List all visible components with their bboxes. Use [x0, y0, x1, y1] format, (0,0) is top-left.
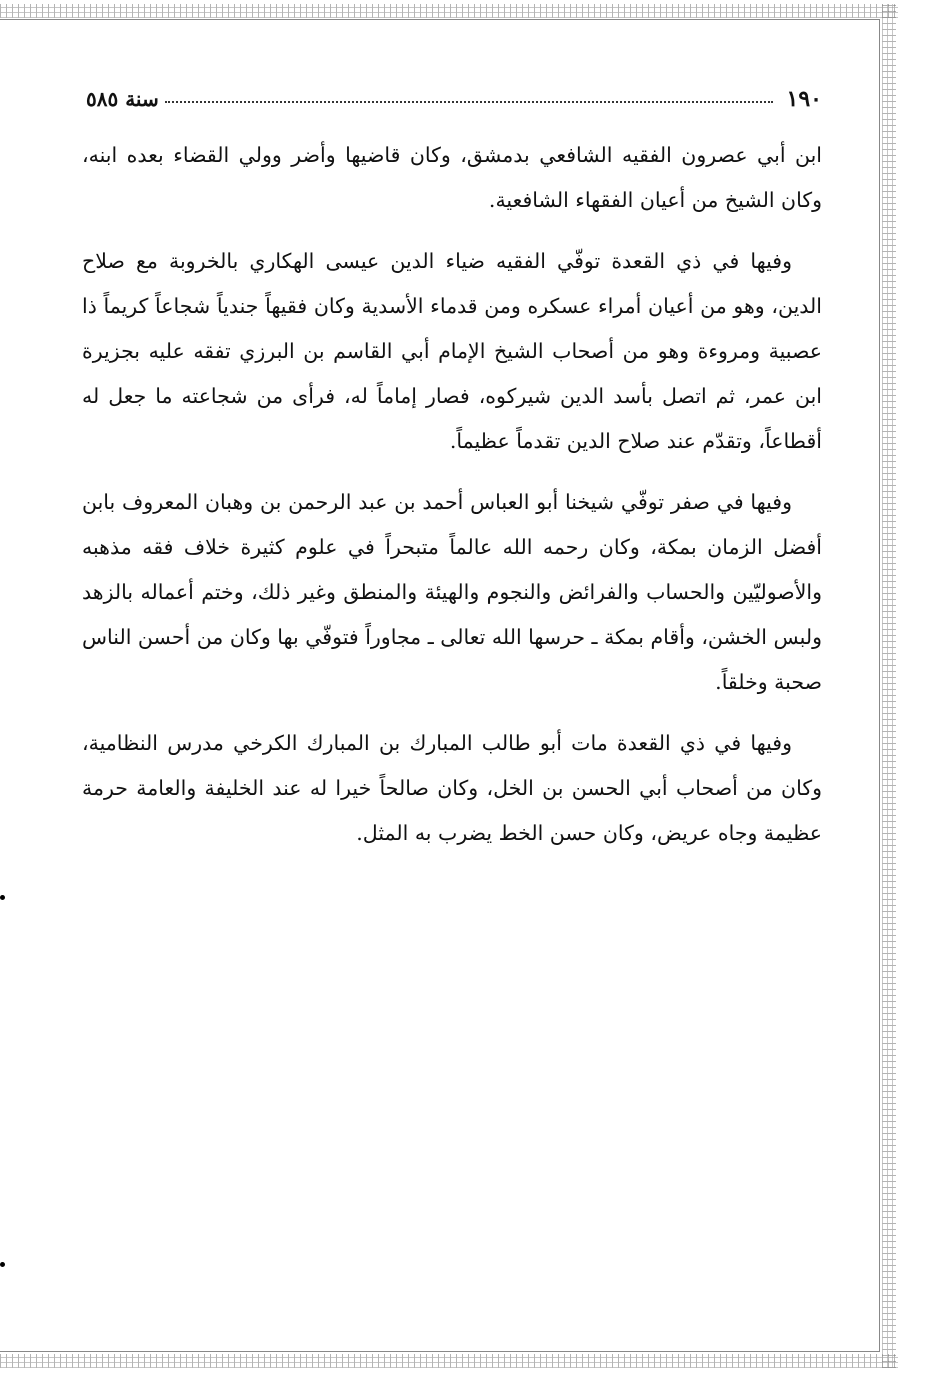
scan-mark [0, 895, 5, 900]
border-rule-top [0, 19, 880, 20]
paragraph: وفيها في ذي القعدة توفّي الفقيه ضياء الدين عيسى الهكاري بالخروبة مع صلاح الدين، وهو من أعيان أمراء عسكره ومن قدماء الأسدية وكان فقيهاً جندياً شجاعاً كريماً ذا عصبية ومروءة وهو من أصحاب الشيخ الإمام أبي القاسم بن البرزي تفقه عليه بجزيرة ابن عمر، ثم اتصل بأسد الدين شيركوه، فصار إماماً له، فرأى من شجاعته ما جعل له أقطاعاً، وتقدّم عند صلاح الدين تقدماً عظيماً. [82, 249, 822, 453]
page-number: ١٩٠ [786, 86, 822, 112]
paragraph: ابن أبي عصرون الفقيه الشافعي بدمشق، وكان قاضيها وأضر وولي القضاء بعده ابنه، وكان الشيخ من أعيان الفقهاء الشافعية. [82, 143, 822, 212]
main-text [82, 133, 822, 872]
border-rule-right [879, 19, 880, 1351]
ornamental-border-bottom [0, 1354, 898, 1368]
paragraph: وفيها في ذي القعدة مات أبو طالب المبارك بن المبارك الكرخي مدرس النظامية، وكان من أصحاب أبي الحسن بن الخل، وكان صالحاً خيرا له عند الخليفة والعامة حرمة عظيمة وجاه عريض، وكان حسن الخط يضرب به المثل. [82, 731, 822, 845]
ornamental-border-top [0, 4, 898, 18]
ornamental-border-right [882, 4, 896, 1368]
dotted-leader [165, 101, 773, 103]
paragraph: وفيها في صفر توفّي شيخنا أبو العباس أحمد بن عبد الرحمن بن وهبان المعروف بابن أفضل الزمان بمكة، وكان رحمه الله عالماً متبحراً في علوم كثيرة خلاف فقه مذهبه والأصوليّين والحساب والفرائض والنجوم والهيئة والمنطق وغير ذلك، وختم أعماله بالزهد ولبس الخشن، وأقام بمكة ـ حرسها الله تعالى ـ مجاوراً فتوفّي بها وكان من أحسن الناس صحبة وخلقاً. [82, 490, 822, 694]
scan-mark [0, 1262, 5, 1267]
border-rule-bottom [0, 1351, 880, 1352]
running-head: سنة ٥٨٥ [86, 87, 159, 111]
page-header [86, 84, 822, 114]
